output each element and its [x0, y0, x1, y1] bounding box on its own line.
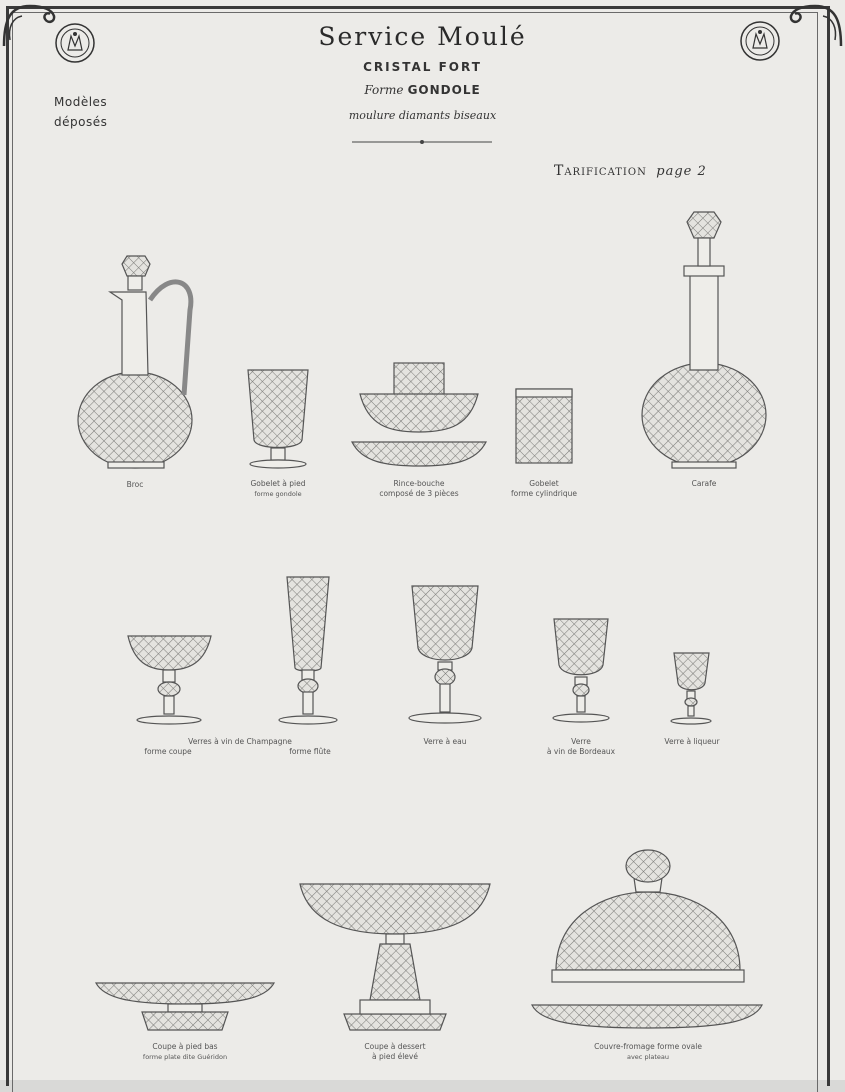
caption-fromage-1: Couvre-fromage forme ovale [594, 1042, 702, 1051]
caption-champagne-coupe: forme coupe [144, 747, 192, 756]
caption-coupe-dessert-2: à pied élevé [372, 1052, 418, 1061]
gobelet-cylindrique [516, 389, 572, 463]
caption-rince-bouche-2: composé de 3 pièces [379, 489, 459, 498]
coupe-pied-bas [96, 983, 274, 1030]
caption-coupe-pied-bas [115, 1042, 255, 1062]
page-subtitle: CRISTAL FORT [363, 60, 482, 74]
verre-a-liqueur [671, 653, 711, 724]
caption-verre-bordeaux [531, 737, 631, 757]
moulure-line: moulure diamants biseaux [348, 109, 497, 122]
couvre-fromage [532, 850, 762, 1028]
caption-carafe: Carafe [691, 479, 717, 488]
rince-bouche [352, 363, 486, 466]
forme-script: Forme [364, 83, 404, 97]
modeles-line-2: déposés [54, 115, 108, 129]
broc-jug [78, 256, 192, 468]
forme-name: GONDOLE [407, 83, 481, 97]
carafe [642, 212, 766, 468]
caption-rince-bouche-1: Rince-bouche [393, 479, 445, 488]
verre-bordeaux [553, 619, 609, 722]
tarification-page: page 2 [656, 164, 707, 179]
caption-gobelet-a-pied-2: forme gondole [254, 490, 302, 498]
caption-gobelet-1: Gobelet [529, 479, 559, 488]
verre-a-eau [409, 586, 481, 723]
caption-champagne-flute: forme flûte [289, 747, 331, 756]
caption-couvre-fromage [568, 1042, 728, 1062]
modeles-line-1: Modèles [54, 95, 108, 109]
caption-coupe-bas-2: forme plate dite Guéridon [142, 1053, 228, 1061]
caption-bordeaux-1: Verre [571, 737, 591, 746]
caption-gobelet-a-pied [228, 479, 328, 499]
coupe-a-dessert [300, 884, 490, 1030]
caption-coupe-a-dessert [335, 1042, 455, 1062]
gobelet-a-pied [248, 370, 308, 468]
caption-verre-a-eau: Verre à eau [423, 737, 467, 746]
caption-champagne: Verres à vin de Champagne [188, 737, 292, 746]
caption-gobelet-2: forme cylindrique [510, 489, 578, 498]
caption-fromage-2: avec plateau [626, 1053, 670, 1061]
page-title: Service Moulé [318, 22, 527, 51]
champagne-coupe [128, 636, 211, 724]
caption-verre-a-liqueur: Verre à liqueur [664, 737, 720, 746]
caption-coupe-dessert-1: Coupe à dessert [364, 1042, 426, 1051]
caption-rince-bouche [354, 479, 484, 499]
tarification-text: Tarification [554, 163, 647, 179]
caption-bordeaux-2: à vin de Bordeaux [546, 747, 616, 756]
champagne-flute [279, 577, 337, 724]
caption-broc: Broc [126, 480, 144, 489]
caption-gobelet-cylindrique [494, 479, 594, 499]
caption-gobelet-a-pied-1: Gobelet à pied [250, 479, 306, 488]
caption-coupe-bas-1: Coupe à pied bas [152, 1042, 218, 1051]
